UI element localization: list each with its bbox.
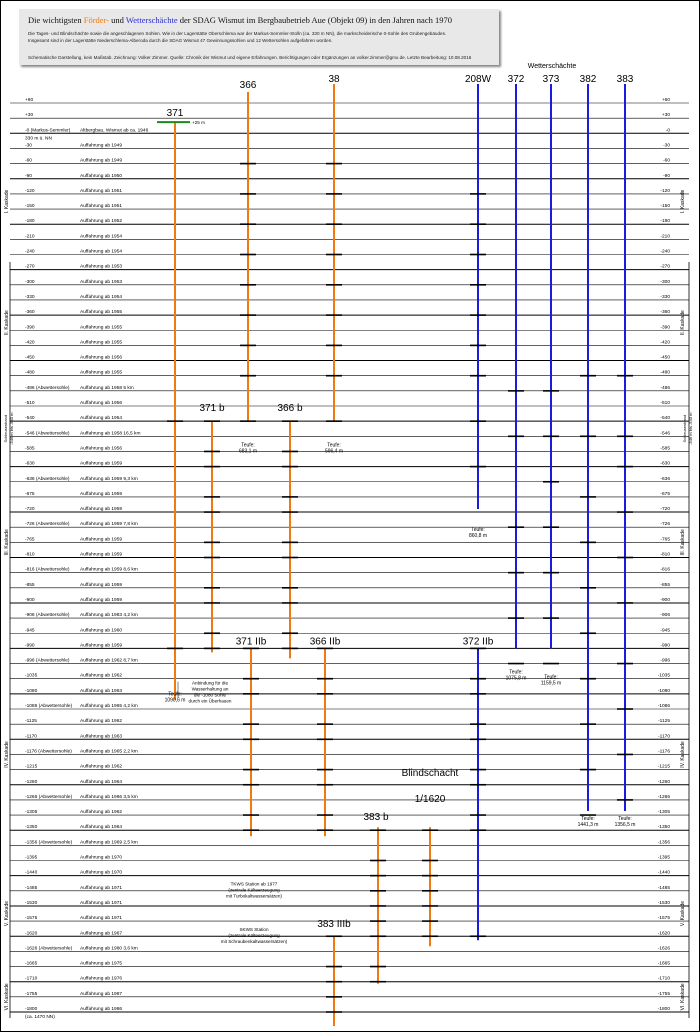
level-label-left: -180 [25,219,35,225]
level-note: Auffahrung ab 1951 [80,188,123,194]
schleusenband-range: -546 m bis -540 m [688,412,693,445]
level-label-extra: (ca. 1470 NN) [25,1015,55,1020]
level-label-right: -765 [660,537,670,543]
title-prefix: Die wichtigsten [28,15,84,25]
level-label-left: -906 (Abwettersohle) [25,613,70,619]
level-note: Auffahrung ab 1964 [80,825,123,831]
level-label-left: -510 [25,401,35,406]
level-note: Auffahrung ab 1959 9,3 km [80,476,138,482]
level-label-right: -450 [660,355,670,361]
level-label-right: +30 [661,113,670,119]
level-label-right: -390 [660,325,670,331]
cascade-label-left: VI. Kaskade [4,983,10,1011]
title-and: und [109,15,126,25]
level-label-left: +30 [25,113,34,119]
level-label-right: -1575 [657,916,670,922]
level-note: Auffahrung ab 1956 [80,401,123,406]
level-label-right: -360 [660,310,670,316]
level-label-right: -585 [660,446,670,452]
shaft-label: 372 [507,74,525,85]
level-label-left: -1575 [25,916,38,922]
level-note: Auffahrung ab 1959 [80,491,123,497]
level-label-left: -675 [25,491,35,497]
level-note: Auffahrung ab 1962 [80,810,123,816]
level-note: Auffahrung ab 1987 [80,991,123,997]
level-label-left: -1710 [25,976,38,982]
skws-note: mit Schraubenkaltwassersätzen) [220,939,288,945]
header-note-1: Die Tages- und Blindschächte sowie die angeschlagenen Sohlen. Wie in der Lagerstätte Oberschlema war der Markus-Semmler-Stolln (ca. 330 m NN), die markscheiderische 0-Sohle des Grubengebäudes. [28,31,447,36]
level-label-left: -1626 (Abwettersohle) [25,946,73,952]
level-label-left: -1620 [25,931,38,937]
level-label-right: -906 [660,613,670,619]
level-label-left: -720 [25,507,35,513]
level-label-left: -765 [25,537,35,543]
level-label-right: +60 [661,98,670,103]
level-label-right: -675 [660,491,670,497]
level-label-right: -945 [660,628,670,634]
level-note: Auffahrung ab 1970 [80,870,123,876]
cascade-label-right: II. Kaskade [680,310,686,336]
level-label-right: -240 [660,249,670,255]
level-note: Auffahrung ab 1952 [80,219,123,225]
level-label-right: -720 [660,507,670,513]
level-label-left: -150 [25,204,35,210]
level-label-right: -990 [660,643,670,649]
level-label-right: -546 [660,431,670,437]
level-label-right: -120 [660,188,670,194]
level-note: Auffahrung ab 1962 [80,673,123,679]
level-label-left: -240 [25,249,35,255]
level-note: Auffahrung ab 1954 [80,294,123,300]
level-label-left: -1395 [25,855,38,861]
shaft-label: 372 IIb [462,636,494,648]
shaft-label: 38 [328,74,340,85]
level-note: Auffahrung ab 1959 [80,461,123,467]
level-label-left: -636 (Abwettersohle) [25,476,70,482]
level-note: Auffahrung ab 1959 [80,582,123,588]
level-label-left: -300 [25,279,35,285]
level-label-right: -1266 [657,794,670,800]
shaft-label: 373 [542,74,560,85]
teufe-value: 1159,5 m [540,680,562,687]
level-note: Auffahrung ab 1963 [80,688,123,694]
shaft-label-line2: 1/1620 [414,793,446,805]
level-label-left: -1080 [25,688,38,694]
level-label-left: -810 [25,552,35,558]
level-label-left: -90 [25,173,32,179]
level-label-right: -1176 [658,749,670,755]
level-label-right: -1440 [657,870,670,876]
tkws-note: (zentrale Kälteerzeugung [228,887,280,893]
level-label-right: -270 [660,264,670,270]
level-label-right: -1260 [657,779,670,785]
shaft-label: 371 b [199,403,225,414]
level-note: Auffahrung ab 1963 [80,734,123,740]
level-label-right: -300 [660,279,670,285]
level-label-left: -540 [25,416,35,422]
level-label-left: -630 [25,461,35,467]
level-note: Auffahrung ab 1959 [80,507,123,513]
level-label-right: -900 [660,597,670,603]
level-label-left: -1266 (Abwettersohle) [25,794,73,800]
level-label-right: -726 [660,522,670,528]
level-note: Auffahrung ab 1964 [80,779,123,785]
teufe-value: 1075,8 m [505,675,527,682]
level-label-left: -390 [25,325,35,331]
level-label-right: -480 [660,370,670,376]
level-label-right: -180 [660,219,670,225]
level-label-left: -60 [25,158,32,164]
cascade-label-right: V. Kaskade [680,900,686,927]
level-note: Auffahrung ab 1980 3,6 km [80,946,138,952]
title-suffix: der SDAG Wismut im Bergbaubetrieb Aue (Objekt 09) in den Jahren nach 1970 [177,15,452,25]
tkws-note: mit Turbokaltwassersätzen) [226,893,282,899]
level-label-right: -1350 [657,825,670,831]
level-label-left: -1176 (Abwettersohle) [25,749,72,755]
shaft-label: 383 [616,74,634,85]
level-note: Auffahrung ab 1954 [80,234,123,240]
level-label-right: -1215 [657,764,670,770]
level-note: Auffahrung ab 1953 [80,279,123,285]
level-note: Auffahrung ab 1971 [80,885,123,891]
level-note: Auffahrung ab 1983 4,2 km [80,613,138,619]
anbindung-note: Wasserhaltung an [191,686,229,692]
teufe-label: Teufe: [618,816,632,823]
level-note: Auffahrung ab 1986 [80,1007,123,1012]
shaft-label: 371 [166,108,184,120]
teufe-label: Teufe: [327,442,341,449]
level-note: Auffahrung ab 1955 [80,370,123,376]
anbindung-note: die -1080 Sohle [193,692,227,698]
level-note: Auffahrung ab 1959 8,6 km [80,567,138,573]
level-note: Auffahrung ab 1965 2,2 km [80,749,138,755]
teufe-value: 1441,3 m [577,822,599,829]
cascade-label-right: VI. Kaskade [680,983,686,1011]
level-label-left: -1086 (Abwettersohle) [25,704,73,709]
level-label-right: -1170 [658,734,670,740]
level-label-right: -1626 [657,946,670,952]
level-label-left: -360 [25,310,35,316]
level-label-left: -726 (Abwettersohle) [25,522,70,528]
cascade-label-left: IV. Kaskade [4,741,10,768]
level-note: Auffahrung ab 1960 [80,628,123,634]
level-label-right: -210 [660,234,670,240]
level-note: Auffahrung ab 1962 [80,764,123,770]
cascade-label-right: I. Kaskade [680,189,686,214]
anbindung-note: durch ein Überhauen [188,698,232,704]
level-label-left: -900 [25,597,35,603]
level-label-right: -1080 [657,688,670,694]
schleusenband-title: Schleusenband [3,414,8,443]
level-label-right: -1710 [657,976,670,982]
level-note: Auffahrung ab 1976 [80,976,123,982]
level-label-left: -996 (Abwettersohle) [25,658,70,664]
teufe-label: Teufe: [581,816,595,823]
level-label-right: -816 [660,567,670,573]
cascade-label-left: II. Kaskade [4,310,10,336]
level-label-right: -1035 [657,673,670,679]
level-note: Auffahrung ab 1951 [80,204,123,210]
level-label-right: -810 [660,552,670,558]
level-label-right: -540 [660,416,670,422]
level-note: Auffahrung ab 1969 2,5 km [80,840,138,846]
level-label-right: -90 [663,173,670,179]
teufe-label: Teufe: [544,674,558,681]
level-label-right: -1665 [657,961,670,967]
level-note: Auffahrung ab 1955 [80,310,123,316]
teufe-label: Teufe: [509,669,523,676]
level-label-left: -486 (Abwettersohle) [25,385,70,391]
cascade-label-left: III. Kaskade [4,529,10,556]
level-label-left: -990 [25,643,35,649]
level-label-right: -60 [663,158,670,164]
level-label-left: -1530 [25,900,38,906]
level-note: Auffahrung ab 1967 [80,931,123,937]
level-label-right: -1356 [657,840,670,846]
level-label-right: -1086 [657,704,670,709]
level-label-right: -30 [663,143,670,149]
teufe-value: 596,4 m [324,448,344,455]
level-label-left: -1665 [25,961,38,967]
level-note: Auffahrung ab 1959 [80,643,123,649]
level-note: Auffahrung ab 1975 [80,961,123,967]
level-note: Auffahrung ab 1966 3,5 km [80,794,138,800]
level-note: Auffahrung ab 1965 4,2 km [80,704,138,709]
level-note: Auffahrung ab 1956 [80,355,123,361]
shaft-label: 366 [239,80,257,91]
cascade-label-left: I. Kaskade [4,189,10,214]
level-label-right: -1800 [657,1007,670,1012]
teufe-label: Teufe: [241,442,255,449]
level-label-right: -1620 [657,931,670,937]
level-label-left: -816 (Abwettersohle) [25,567,70,573]
shaft-label: 208W [464,74,492,85]
level-note: Auffahrung ab 1958 16,5 km [80,431,141,437]
anbindung-note: Anbindung für die [191,680,229,686]
level-note: Altbergbau, Wismut ab ca. 1946 [80,128,149,134]
teufe-value: 1356,5 m [614,822,636,829]
level-note: Auffahrung ab 1954 [80,416,123,422]
level-label-left: -1125 [25,719,37,725]
teufe-label: Teufe: [168,691,182,698]
level-note: Auffahrung ab 1949 [80,158,123,164]
schleusenband-title: Schleusenband [682,414,687,443]
level-note: Auffahrung ab 1959 [80,537,123,543]
level-label-right: -1485 [657,885,670,891]
level-label-left: -1305 [25,810,38,816]
level-label-left: -1440 [25,870,38,876]
level-label-left: -330 [25,294,35,300]
level-label-left: -450 [25,355,35,361]
teufe-value: 1090,6 m [164,697,186,704]
level-note: Auffahrung ab 1956 [80,446,123,452]
title-wetter: Wetterschächte [125,15,178,25]
level-note: Auffahrung ab 1971 [80,916,123,922]
level-note: Auffahrung ab 1958 5 km [80,385,134,391]
shaft-label: 371 IIb [235,636,267,648]
level-note: Auffahrung ab 1959 7,8 km [80,522,138,528]
level-label-left: -1215 [25,764,38,770]
skws-note: SKWS Station [239,927,269,933]
level-label-left: -0 (Markus-Semmler) [25,128,71,134]
cascade-label-right: IV. Kaskade [680,741,686,768]
cascade-label-right: III. Kaskade [680,529,686,556]
level-label-right: -510 [660,401,670,406]
level-label-left: -1170 [25,734,37,740]
level-label-right: -486 [660,385,670,391]
shaft-label: 366 IIb [309,636,341,648]
shaft-371-collar-label: +25 m [192,120,205,126]
level-label-right: -330 [660,294,670,300]
level-label-left: -1035 [25,673,38,679]
level-label-right: -1305 [657,810,670,816]
level-label-right: -1395 [657,855,670,861]
level-label-left: -1350 [25,825,38,831]
level-note: Auffahrung ab 1950 [80,173,123,179]
level-label-right: -996 [660,658,670,664]
level-label-right: -630 [660,461,670,467]
schleusenband-range: -546 m bis -540 m [9,412,14,445]
level-label-left: -1800 [25,1007,38,1012]
level-label-left: -585 [25,446,35,452]
level-label-left: -480 [25,370,35,376]
level-note: Auffahrung ab 1970 [80,855,123,861]
level-note: Auffahrung ab 1971 [80,900,123,906]
level-note: Auffahrung ab 1959 [80,552,123,558]
level-label-right: -855 [660,582,670,588]
level-label-right: -0 [665,128,670,134]
level-label-left: -945 [25,628,35,634]
teufe-label: Teufe: [471,527,485,534]
teufe-value: 683,1 m [238,448,258,455]
tkws-note: TKWS Station ab 1977 [230,881,278,887]
level-label-right: -420 [660,340,670,346]
level-note: Auffahrung ab 1953 [80,264,123,270]
shaft-label: Blindschacht [401,767,459,779]
level-label-left: -30 [25,143,32,149]
level-label-left: -210 [25,234,35,240]
shaft-label: 382 [579,74,597,85]
level-note: Auffahrung ab 1955 [80,340,123,346]
level-label-right: -150 [660,204,670,210]
level-note: Auffahrung ab 1949 [80,143,123,149]
level-note: Auffahrung ab 1955 [80,325,123,331]
wetter-heading: Wetterschächte [527,63,577,70]
level-label-left: -120 [25,188,35,194]
shaft-label: 366 b [277,403,303,414]
level-label-extra: 330 m ü. NN [25,136,52,142]
level-label-left: -1260 [25,779,38,785]
level-label-right: -636 [660,476,670,482]
level-label-left: -1485 [25,885,38,891]
level-label-left: -1755 [25,991,38,997]
level-note: Auffahrung ab 1959 [80,597,123,603]
teufe-value: 860,8 m [468,533,488,540]
level-label-right: -1125 [658,719,670,725]
shaft-label: 383 b [363,812,389,824]
skws-note: (zentrale Kälteerzeugung [228,933,280,939]
level-label-right: -1530 [657,900,670,906]
level-note: Auffahrung ab 1954 [80,249,123,255]
level-label-left: -546 (Abwettersohle) [25,431,70,437]
level-label-left: -420 [25,340,35,346]
level-label-left: -1356 (Abwettersohle) [25,840,73,846]
level-label-left: +60 [25,98,34,103]
level-label-left: -270 [25,264,35,270]
cascade-label-left: V. Kaskade [4,900,10,927]
level-label-left: -855 [25,582,35,588]
level-label-right: -1755 [657,991,670,997]
level-note: Auffahrung ab 1962 [80,719,123,725]
header-credits: Schematische Darstellung, kein Maßstab. Zeichnung: Volker Zimmer. Quelle: Chronik der Wismut und eigene Erfahrungen. Berichtigungen oder Ergänzungen an volker.zimmer@gmx.de. Letzte Bearbeitung: 10.08.2016 [28,55,472,60]
header-note-2: Insgesamt sind in der Lagerstätte Niederschlema-Alberoda durch die SDAG Wismut 47 Gewinnungssohlen und 12 Wettersohlen aufgefahren worden. [28,38,333,43]
level-note: Auffahrung ab 1962 8,7 km [80,658,138,664]
title-foerder: Förder- [83,15,110,25]
shaft-label: 383 IIIb [317,919,351,931]
